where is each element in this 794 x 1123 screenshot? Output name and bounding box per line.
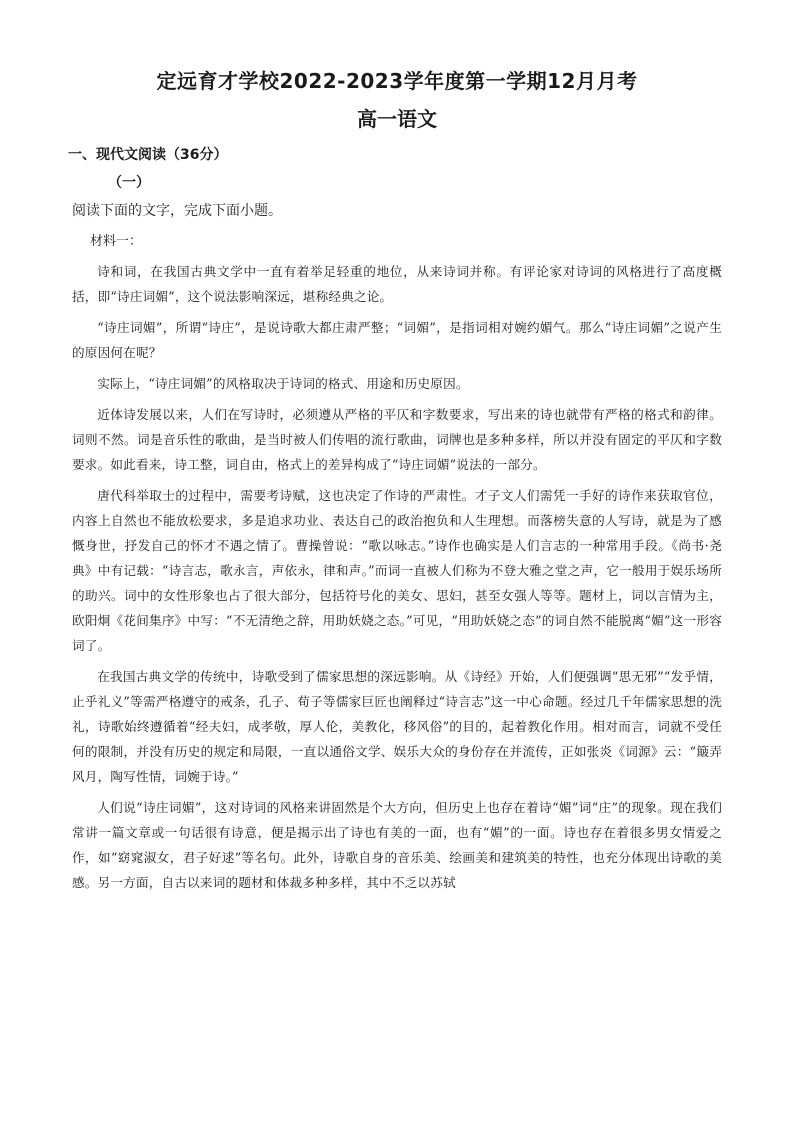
exam-title: 定远育才学校2022-2023学年度第一学期12月月考 — [156, 69, 638, 93]
paragraph: “诗庄词媚”，所谓“诗庄”，是说诗歌大都庄肃严整；“词媚”，是指词相对婉约媚气。那么“诗庄词媚”之说产生的原因何在呢？ — [72, 320, 722, 360]
paragraph: 唐代科举取士的过程中，需要考诗赋，这也决定了作诗的严肃性。才子文人们需凭一手好的诗作来获取官位，内容上自然也不能放松要求，多是追求功业、表达自己的政治抱负和人生理想。而落榜失意的人写诗，就是为了感慨身世，抒发自己的怀才不遇之情了。曹操曾说：“歌以咏志。”诗作也确实是人们言志的一种常用手段。《尚书·尧典》中有记载：“诗言志，歌永言，声依永，律和声。”而词一直被人们称为不登大雅之堂之声，它一般用于娱乐场所的助兴。词中的女性形象也占了很大部分，包括符号化的美女、思妇，甚至女强人等等。题材上，词以言情为主，欧阳炯《花间集序》中写：“不无清绝之辞，用助妖娆之态。”可见，“用助妖娆之态”的词自然不能脱离“媚”这一形容词了。 — [72, 488, 722, 653]
section-heading: 一、现代文阅读（36分） — [68, 147, 228, 163]
reading-instruction: 阅读下面的文字，完成下面小题。 — [72, 203, 282, 219]
paragraph: 诗和词，在我国古典文学中一直有着举足轻重的地位，从来诗词并称。有评论家对诗词的风格进行了高度概括，即“诗庄词媚”，这个说法影响深远，堪称经典之论。 — [72, 264, 722, 304]
paragraph: 人们说“诗庄词媚”，这对诗词的风格来讲固然是个大方向，但历史上也存在着诗“媚”词“庄”的现象。现在我们常讲一篇文章或一句话很有诗意，便是揭示出了诗也有美的一面，也有“媚”的一面。诗也存在着很多男女情爱之作，如“窈窕淑女，君子好逑”等名句。此外，诗歌自身的音乐美、绘画美和建筑美的特性，也充分体现出诗歌的美感。另一方面，自古以来词的题材和体裁多种多样，其中不乏以苏轼 — [72, 800, 722, 890]
subsection-heading: （一） — [108, 175, 150, 191]
material-label: 材料一： — [90, 234, 143, 249]
exam-subject: 高一语文 — [357, 107, 437, 131]
paragraph: 近体诗发展以来，人们在写诗时，必须遵从严格的平仄和字数要求，写出来的诗也就带有严格的格式和韵律。词则不然。词是音乐性的歌曲，是当时被人们传唱的流行歌曲，词牌也是多种多样，所以并没有固定的平仄和字数要求。如此看来，诗工整，词自由，格式上的差异构成了“诗庄词媚”说法的一部分。 — [72, 407, 722, 472]
paragraph: 在我国古典文学的传统中，诗歌受到了儒家思想的深远影响。从《诗经》开始，人们便强调“思无邪”“发乎情，止乎礼义”等需严格遵守的戒条，孔子、荀子等儒家巨匠也阐释过“诗言志”这一中心命题。经过几千年儒家思想的洗礼，诗歌始终遵循着“经夫妇，成孝敬，厚人伦，美教化，移风俗”的目的，起着教化作用。相对而言，词就不受任何的限制，并没有历史的规定和局限，一直以通俗文学、娱乐大众的身份存在并流传，正如张炎《词源》云：“簸弄风月，陶写性情，词婉于诗。” — [72, 669, 722, 784]
paragraph: 实际上，“诗庄词媚”的风格取决于诗词的格式、用途和历史原因。 — [97, 376, 469, 391]
